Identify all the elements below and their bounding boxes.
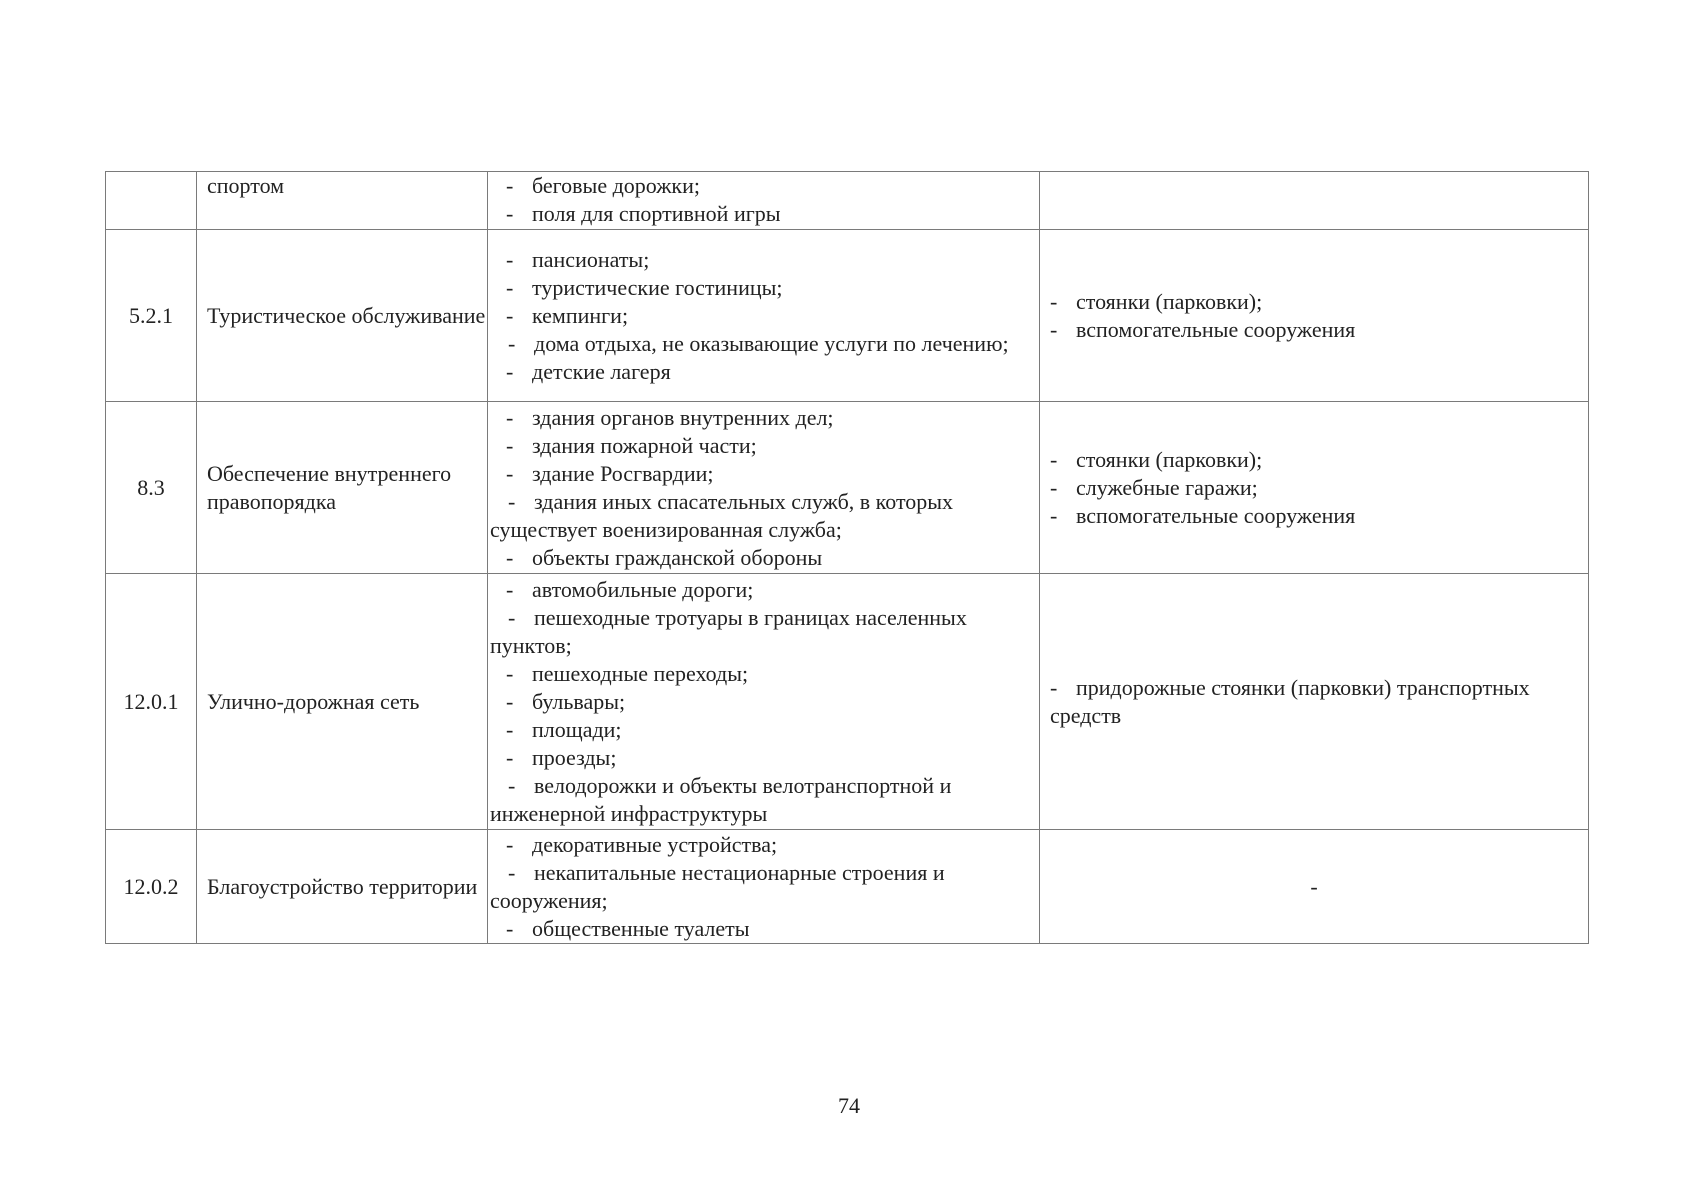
main-uses-cell [488,574,1040,830]
table-row [106,574,1589,830]
list-item: - здания иных спасательных служб, в которых существует военизированная служба; [490,488,954,542]
main-uses-cell [488,172,1040,230]
code-cell [106,172,197,230]
main-uses-cell [488,402,1040,574]
list-item: - здания органов внутренних дел; [506,404,834,430]
code-cell: 5.2.1 [106,230,197,402]
list-item: - стоянки (парковки); [1050,446,1263,472]
code-cell: 12.0.1 [106,574,197,830]
list-item: - некапитальные нестационарные строения и сооружения; [490,859,945,913]
name-cell: спортом [197,172,488,230]
name-cell: Улично-дорожная сеть [197,574,488,830]
table-row [106,402,1589,574]
list-item: - здание Росгвардии; [506,460,714,486]
list-item: - проезды; [506,744,617,770]
list-item: - объекты гражданской обороны [506,544,823,570]
list-item: - бульвары; [506,688,626,714]
name-cell: Обеспечение внутреннего правопорядка [197,402,488,574]
list-item: - детские лагеря [506,358,671,384]
list-item: - декоративные устройства; [506,831,778,857]
aux-uses-cell [1040,402,1589,574]
aux-uses-cell [1040,172,1589,230]
aux-uses-cell: - [1040,830,1589,944]
page-number: 74 [838,1093,860,1118]
list-item: - кемпинги; [506,302,629,328]
list-item: - автомобильные дороги; [506,576,754,602]
list-item: - здания пожарной части; [506,432,757,458]
aux-uses-cell [1040,574,1589,830]
list-item: - служебные гаражи; [1050,474,1258,500]
table-row [106,830,1589,944]
main-uses-cell [488,230,1040,402]
name-cell: Благоустройство территории [197,830,488,944]
list-item: - вспомогательные сооружения [1050,316,1356,342]
table-row [106,172,1589,230]
list-item: - стоянки (парковки); [1050,288,1263,314]
list-item: - придорожные стоянки (парковки) транспортных средств [1050,674,1530,728]
list-item: - общественные туалеты [506,915,750,941]
table-row [106,230,1589,402]
list-item: - площади; [506,716,622,742]
list-item: - пансионаты; [506,246,650,272]
aux-uses-cell [1040,230,1589,402]
name-cell: Туристическое обслуживание [197,230,488,402]
list-item: - туристические гостиницы; [506,274,783,300]
list-item: - дома отдыха, не оказывающие услуги по лечению; [508,330,1009,356]
list-item: - пешеходные тротуары в границах населенных пунктов; [490,604,967,658]
code-cell: 12.0.2 [106,830,197,944]
code-cell: 8.3 [106,402,197,574]
land-use-table [105,171,1589,944]
list-item: - беговые дорожки; [506,173,700,198]
main-uses-cell [488,830,1040,944]
list-item: - пешеходные переходы; [506,660,749,686]
list-item: - поля для спортивной игры [506,201,781,226]
list-item: - велодорожки и объекты велотранспортной и инженерной инфраструктуры [490,772,952,826]
list-item: - вспомогательные сооружения [1050,502,1356,528]
